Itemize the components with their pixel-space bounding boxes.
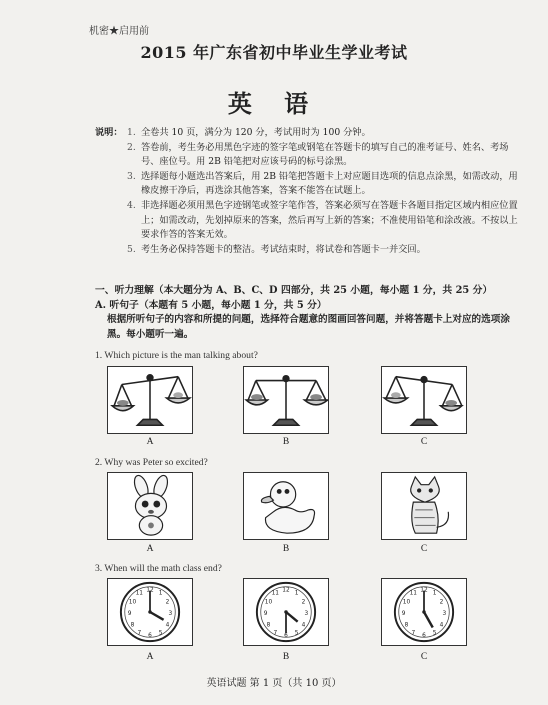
subject-title: 英 语	[227, 89, 321, 118]
svg-text:12: 12	[282, 587, 290, 594]
svg-text:12: 12	[420, 587, 428, 594]
q2-option-b-image	[243, 472, 329, 540]
notes-label: 说明：	[95, 127, 123, 138]
note-number: 1.	[127, 127, 136, 138]
svg-text:3: 3	[304, 610, 309, 617]
svg-text:6: 6	[422, 633, 426, 640]
svg-text:1: 1	[158, 590, 163, 597]
svg-text:8: 8	[130, 622, 135, 629]
scale-balanced-icon	[244, 367, 328, 433]
svg-text:8: 8	[266, 622, 271, 629]
svg-text:6: 6	[148, 633, 152, 640]
svg-text:5: 5	[432, 630, 437, 637]
q3-option-a-image	[107, 578, 193, 646]
svg-text:9: 9	[401, 610, 406, 617]
question-1-text: 1. Which picture is the man talking about?	[95, 350, 258, 361]
note-item	[95, 170, 525, 199]
q1-label-c: C	[420, 437, 428, 447]
instructions-block	[95, 126, 525, 257]
svg-text:8: 8	[404, 622, 409, 629]
part-a-title: A. 听句子（本题有 5 小题，每小题 1 分，共 5 分）	[95, 300, 327, 311]
exam-title: 2015 年广东省初中毕业生学业考试	[140, 43, 408, 62]
q1-label-b: B	[282, 437, 290, 447]
part-a-instruction: 根据所听句子的内容和所提的问题，选择符合题意的图画回答问题，并将答题卡上对应的选项涂黑。每小题听一遍。	[107, 314, 510, 340]
scale-tilt-left-icon	[108, 367, 192, 433]
svg-text:9: 9	[127, 610, 132, 617]
confidential-label: 机密★启用前	[89, 26, 149, 37]
q3-option-c-image	[381, 578, 467, 646]
note-number: 5.	[127, 243, 136, 255]
svg-text:7: 7	[411, 630, 416, 637]
q3-label-c: C	[420, 652, 428, 662]
svg-text:7: 7	[137, 630, 142, 637]
q1-option-c-image	[381, 366, 467, 434]
note-number: 2.	[127, 141, 136, 153]
q2-label-b: B	[282, 544, 290, 554]
svg-text:2: 2	[301, 599, 306, 606]
svg-text:5: 5	[294, 630, 299, 637]
duck-icon	[244, 473, 328, 539]
svg-text:2: 2	[165, 599, 170, 606]
q2-label-c: C	[420, 544, 428, 554]
q1-option-a-image	[107, 366, 193, 434]
svg-text:5: 5	[158, 630, 163, 637]
svg-text:11: 11	[409, 590, 418, 597]
svg-text:11: 11	[271, 590, 280, 597]
svg-text:10: 10	[128, 599, 137, 606]
svg-text:2: 2	[439, 599, 444, 606]
svg-text:1: 1	[432, 590, 437, 597]
svg-text:9: 9	[263, 610, 268, 617]
q2-option-c-image	[381, 472, 467, 540]
cat-icon	[382, 473, 466, 539]
note-text: 答卷前，考生务必用黑色字迹的签字笔或钢笔在答题卡的填写自己的准考证号、姓名、考场号、座位号。用 2B 铅笔把对应该号码的标号涂黑。	[141, 141, 509, 168]
q2-option-a-image	[107, 472, 193, 540]
svg-text:7: 7	[273, 630, 278, 637]
svg-text:12: 12	[146, 587, 154, 594]
note-text: 考生务必保持答题卡的整洁。考试结束时，将试卷和答题卡一并交回。	[141, 243, 426, 255]
note-item	[95, 199, 525, 243]
q3-option-b-image	[243, 578, 329, 646]
svg-text:11: 11	[135, 590, 144, 597]
note-number: 3.	[127, 170, 136, 182]
svg-text:1: 1	[294, 590, 299, 597]
page-footer: 英语试题 第 1 页（共 10 页）	[206, 678, 342, 689]
svg-text:10: 10	[264, 599, 273, 606]
q2-label-a: A	[146, 544, 154, 554]
note-text: 非选择题必须用黑色字迹钢笔或签字笔作答，答案必须写在答题卡各题目指定区域内相应位置上；如需改动，先划掉原来的答案，然后再写上新的答案；不准使用铅笔和涂改液。不按以上要求作答的答案无效。	[141, 199, 518, 241]
section-title: 一、听力理解（本大题分为 A、B、C、D 四部分，共 25 小题，每小题 1 分，共 25 分）	[95, 285, 493, 296]
q3-label-b: B	[282, 652, 290, 662]
svg-text:4: 4	[301, 622, 306, 629]
q3-label-a: A	[146, 652, 154, 662]
note-item	[95, 243, 525, 258]
question-3-text: 3. When will the math class end?	[95, 563, 222, 574]
note-text: 选择题每小题选出答案后，用 2B 铅笔把答题卡上对应题目选项的信息点涂黑，如需改动，用橡皮擦干净后，再选涂其他答案，答案不能答在试题上。	[141, 170, 518, 197]
note-number: 4.	[127, 199, 136, 211]
q1-label-a: A	[146, 437, 154, 447]
q1-option-b-image	[243, 366, 329, 434]
note-item	[95, 141, 525, 170]
note-item	[95, 126, 525, 141]
note-text: 全卷共 10 页，满分为 120 分，考试用时为 100 分钟。	[141, 127, 371, 138]
question-2-text: 2. Why was Peter so excited?	[95, 457, 208, 468]
clock-icon	[244, 579, 328, 645]
svg-text:3: 3	[168, 610, 173, 617]
scale-tilt-right-icon	[382, 367, 466, 433]
svg-text:3: 3	[442, 610, 447, 617]
svg-text:10: 10	[402, 599, 411, 606]
clock-icon	[382, 579, 466, 645]
svg-text:4: 4	[165, 622, 170, 629]
rabbit-icon	[108, 473, 192, 539]
svg-text:6: 6	[284, 633, 288, 640]
clock-icon	[108, 579, 192, 645]
svg-text:4: 4	[439, 622, 444, 629]
